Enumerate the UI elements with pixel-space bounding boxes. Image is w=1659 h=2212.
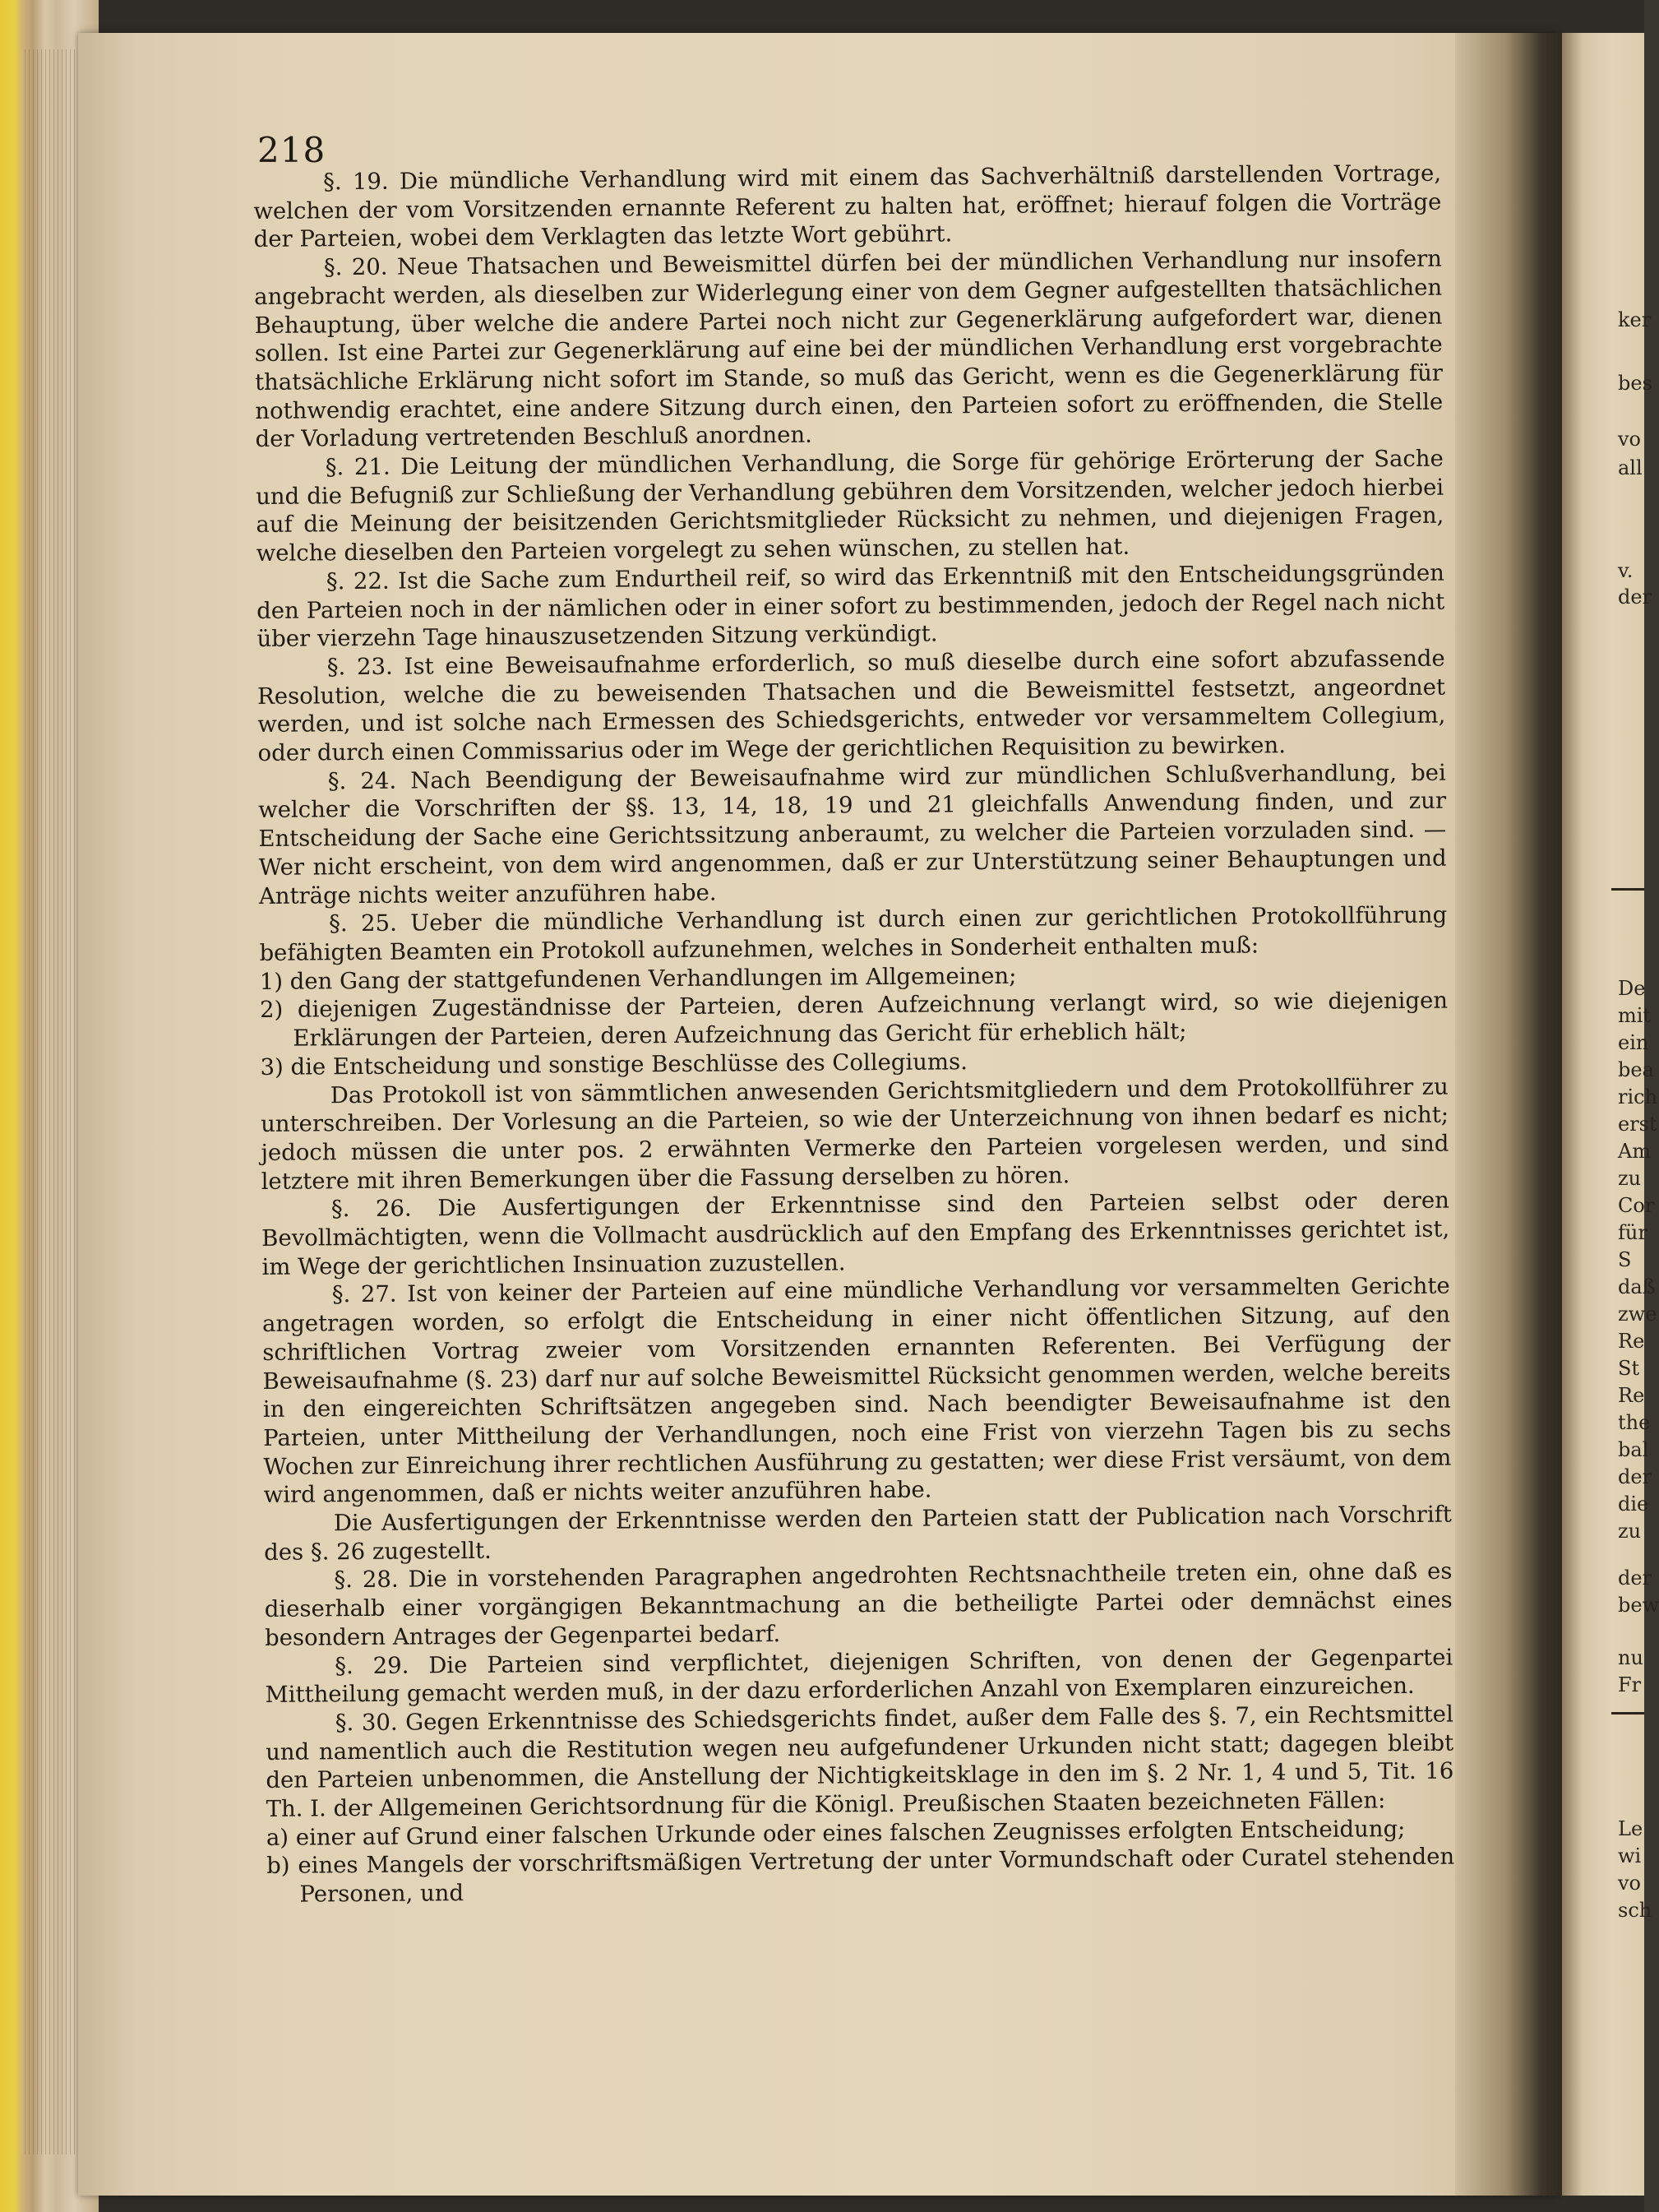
list-item-30-a: a) einer auf Grund einer falschen Urkunde oder eines falschen Zeugnisses erfolgten Entscheidung;	[266, 1815, 1406, 1851]
right-page-fragment: vo	[1618, 428, 1642, 451]
right-page-fragment: ein	[1618, 1031, 1649, 1054]
paragraph-24: §. 24. Nach Beendigung der Beweisaufnahme wird zur mündlichen Schlußverhandlung, bei welcher die Vorschriften der §§. 13, 14, 18, 19 und 21 gleichfalls Anwendung finden, und zur Entscheidung der Sache eine Gerichtssitzung anberaumt, zu welcher die Parteien vorzuladen sind. — Wer nicht erscheint, von dem wird angenommen, daß er zur Unterstützung seiner Behauptungen und Anträge nichts weiter anzuführen habe.	[258, 759, 1447, 909]
right-page-fragment: der	[1618, 585, 1652, 609]
right-page-fragment: sch	[1618, 1899, 1652, 1922]
paragraph-27-ausfertigungen: Die Ausfertigungen der Erkenntnisse werden den Parteien statt der Publication nach Vorschrift des §. 26 zugestellt.	[264, 1501, 1453, 1566]
paragraph-19: §. 19. Die mündliche Verhandlung wird mit einem das Sachverhältniß darstellenden Vortrage, welchen der vom Vorsitzenden ernannte Referent zu halten hat, eröffnet; hierauf folgen die Vorträge der Parteien, wobei dem Verklagten das letzte Wort gebührt.	[253, 160, 1442, 253]
book-gutter-shadow	[1455, 33, 1570, 2196]
right-page-fragment: all	[1618, 456, 1643, 479]
right-page-fragment: bew	[1618, 1594, 1659, 1617]
page-number: 218	[257, 130, 326, 170]
right-page-fragment: the	[1618, 1411, 1651, 1434]
right-page-fragment: Fr	[1618, 1673, 1642, 1696]
right-page-fragment: rich	[1618, 1085, 1658, 1108]
paragraph-23: §. 23. Ist eine Beweisaufnahme erforderlich, so muß dieselbe durch eine sofort abzufassende Resolution, welche die zu beweisenden Thatsachen und die Beweismittel festsetzt, angeordnet werden, und ist solche nach Ermessen des Schiedsgerichts, entweder vor versammeltem Collegium, oder durch einen Commissarius oder im Wege der gerichtlichen Requisition zu bewirken.	[256, 645, 1446, 767]
right-page-fragment: bal	[1618, 1438, 1649, 1461]
right-page-fragment: daß	[1618, 1275, 1656, 1298]
list-item-25-2: 2) diejenigen Zugeständnisse der Parteien, deren Aufzeichnung verlangt wird, so wie diejenigen Erklärungen der Parteien, deren Aufzeichnung das Gericht für erheblich hält;	[259, 988, 1449, 1052]
right-page-rule	[1611, 888, 1644, 891]
right-page-fragment: Re	[1618, 1384, 1645, 1407]
right-page-fragment: der	[1618, 1566, 1652, 1590]
right-page-fragment: S	[1618, 1248, 1632, 1271]
paragraph-25-protokoll: Das Protokoll ist von sämmtlichen anwesenden Gerichtsmitgliedern und dem Protokollführer zu unterschreiben. Der Vorlesung an die Parteien, so wie der Unterzeichnung von ihnen bedarf es nicht; jedoch müssen die unter pos. 2 erwähnten Vermerke den Parteien vorgelesen werden, und sind letztere mit ihren Bemerkungen über die Fassung derselben zu hören.	[261, 1073, 1449, 1195]
right-page-fragment: erst	[1618, 1113, 1657, 1136]
list-item-25-3: 3) die Entscheidung und sonstige Beschlüsse des Collegiums.	[260, 1048, 968, 1081]
paragraph-29: §. 29. Die Parteien sind verpflichtet, diejenigen Schriften, von denen der Gegenpartei Mittheilung gemacht werden muß, in der dazu erforderlichen Anzahl von Exemplaren einzureichen.	[265, 1644, 1453, 1709]
right-page-fragment: wi	[1618, 1844, 1642, 1867]
right-page-fragment: Le	[1618, 1817, 1643, 1840]
paragraph-27: §. 27. Ist von keiner der Parteien auf eine mündliche Verhandlung vor versammelten Gerichte angetragen worden, so erfolgt die Entscheidung in einer nicht öffentlichen Sitzung, auf den schriftlichen Vortrag zweier vom Vorsitzenden ernannten Referenten. Bei Verfügung der Beweisaufnahme (§. 23) darf nur auf solche Beweismittel Rücksicht genommen werden, welche bereits in den eingereichten Schriftsätzen angegeben sind. Nach beendigter Beweisaufnahme ist den Parteien, unter Mittheilung der Verhandlungen, noch eine Frist von vierzehn Tagen bis zu sechs Wochen zur Einreichung ihrer rechtlichen Ausführung zu gestatten; wer diese Frist versäumt, von dem wird angenommen, daß er nichts weiter anzuführen habe.	[261, 1273, 1452, 1509]
right-page-fragment: Am	[1618, 1140, 1652, 1163]
right-page-fragment: v.	[1618, 559, 1634, 582]
paragraph-26: §. 26. Die Ausfertigungen der Erkenntnisse sind den Parteien selbst oder deren Bevollmächtigten, wenn die Vollmacht ausdrücklich auf den Empfang des Erkenntnisses gerichtet ist, im Wege der gerichtlichen Insinuation zuzustellen.	[261, 1187, 1450, 1280]
right-page-fragment: für	[1618, 1221, 1647, 1244]
right-page-fragment: bea	[1618, 1058, 1654, 1081]
right-page-fragment: ker	[1618, 308, 1652, 331]
right-page-fragment: nu	[1618, 1646, 1643, 1669]
paragraph-22: §. 22. Ist die Sache zum Endurtheil reif, so wird das Erkenntniß mit den Entscheidungsgründen den Parteien noch in der nämlichen oder in einer sofort zu bestimmenden, jedoch der Regel nach nicht über vierzehn Tage hinauszusetzenden Sitzung verkündigt.	[256, 559, 1445, 653]
right-page-fragment: zu	[1618, 1520, 1642, 1543]
right-page-fragment: Re	[1618, 1330, 1645, 1353]
right-page-fragment: die	[1618, 1492, 1649, 1516]
right-page-fragment: Cor	[1618, 1194, 1655, 1217]
right-page-fragment: bes	[1618, 372, 1652, 395]
paragraph-21: §. 21. Die Leitung der mündlichen Verhandlung, die Sorge für gehörige Erörterung der Sache und die Befugniß zur Schließung der Verhandlung gebühren dem Vorsitzenden, welcher jedoch hierbei auf die Meinung der beisitzenden Gerichtsmitglieder Rücksicht zu nehmen, und diejenigen Fragen, welche dieselben den Parteien vorgelegt zu sehen wünschen, zu stellen hat.	[256, 445, 1444, 567]
paragraph-25: §. 25. Ueber die mündliche Verhandlung ist durch einen zur gerichtlichen Protokollführung befähigten Beamten ein Protokoll aufzunehmen, welches in Sonderheit enthalten muß:	[259, 901, 1448, 966]
paragraph-28: §. 28. Die in vorstehenden Paragraphen angedrohten Rechtsnachtheile treten ein, ohne daß es dieserhalb einer vorgängigen Bekanntmachung an die betheiligte Partei oder demnächst eines besondern Antrages der Gegenpartei bedarf.	[264, 1558, 1453, 1651]
right-page-fragment: mit	[1618, 1004, 1652, 1027]
paragraph-30: §. 30. Gegen Erkenntnisse des Schiedsgerichts findet, außer dem Falle des §. 7, ein Rechtsmittel und namentlich auch die Restitution wegen neu aufgefundener Urkunden nicht statt; dagegen bleibt den Parteien unbenommen, die Anstellung der Nichtigkeitsklage in den im §. 2 Nr. 1, 4 und 5, Tit. 16 Th. I. der Allgemeinen Gerichtsordnung für die Königl. Preußischen Staaten bezeichneten Fällen:	[265, 1701, 1454, 1823]
page-body-text	[253, 160, 1455, 1909]
right-page-rule	[1611, 1712, 1644, 1715]
right-page-fragment: zwe	[1618, 1303, 1657, 1326]
list-item-30-b: b) eines Mangels der vorschriftsmäßigen Vertretung der unter Vormundschaft oder Curatel stehenden Personen, und	[266, 1844, 1455, 1908]
list-item-25-1: 1) den Gang der stattgefundenen Verhandlungen im Allgemeinen;	[259, 962, 1017, 995]
right-page-fragment: De	[1618, 977, 1646, 1000]
right-page-fragment: zu	[1618, 1167, 1642, 1190]
right-page-fragment: der	[1618, 1465, 1652, 1488]
right-page-fragment: St	[1618, 1357, 1640, 1380]
right-page-fragment: vo	[1618, 1872, 1642, 1895]
paragraph-20: §. 20. Neue Thatsachen und Beweismittel dürfen bei der mündlichen Verhandlung nur insofern angebracht werden, als dieselben zur Widerlegung einer von dem Gegner aufgestellten thatsächlichen Behauptung, über welche die andere Partei noch nicht zur Gegenerklärung aufgefordert war, dienen sollen. Ist eine Partei zur Gegenerklärung auf eine bei der mündlichen Verhandlung erst vorgebrachte thatsächliche Erklärung nicht sofort im Stande, so muß das Gericht, wenn es die Gegenerklärung für nothwendig erachtet, eine andere Sitzung durch einen, den Parteien sofort zu eröffnenden, die Stelle der Vorladung vertretenden Beschluß anordnen.	[254, 245, 1444, 453]
